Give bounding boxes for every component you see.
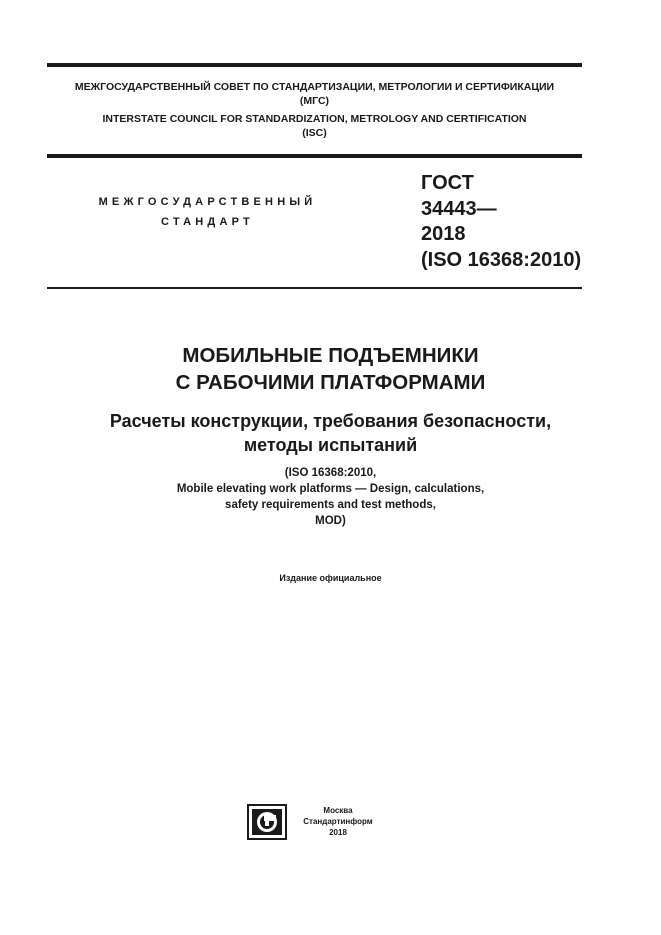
council-ru-line2: (МГС) [299, 94, 330, 107]
council-en [47, 113, 582, 140]
council-ru [47, 81, 582, 108]
gost-designation [421, 171, 581, 273]
top-rule [47, 63, 582, 67]
iso-reference [47, 465, 614, 529]
standard-label-line1: МЕЖГОСУДАРСТВЕННЫЙ [98, 196, 317, 208]
gost-prefix: ГОСТ [421, 172, 474, 194]
subtitle-line1: Расчеты конструкции, требования безопасности, [109, 411, 552, 431]
document-title [47, 342, 614, 396]
publisher-info [296, 805, 380, 838]
middle-rule [47, 154, 582, 158]
council-en-line1: INTERSTATE COUNCIL FOR STANDARDIZATION, METROLOGY AND CERTIFICATION [102, 113, 527, 125]
publisher-year: 2018 [329, 828, 347, 837]
gost-number: 34443— [421, 197, 497, 220]
iso-ref-line2: Mobile elevating work platforms — Design, calculations, [176, 483, 485, 495]
council-ru-line1: МЕЖГОСУДАРСТВЕННЫЙ СОВЕТ ПО СТАНДАРТИЗАЦИИ, МЕТРОЛОГИИ И СЕРТИФИКАЦИИ [74, 81, 555, 93]
gost-iso-ref: (ISO 16368:2010) [421, 248, 582, 271]
iso-ref-line3: safety requirements and test methods, [225, 499, 436, 511]
title-line1: МОБИЛЬНЫЕ ПОДЪЕМНИКИ [182, 344, 479, 367]
edition-label: Издание официальное [279, 573, 382, 583]
document-subtitle [47, 409, 614, 457]
subtitle-line2: методы испытаний [243, 435, 418, 455]
bottom-rule [47, 287, 582, 289]
iso-ref-line4: MOD) [315, 515, 346, 527]
title-line2: С РАБОЧИМИ ПЛАТФОРМАМИ [175, 371, 486, 394]
council-en-line2: (ISC) [302, 126, 327, 139]
publisher-city: Москва [323, 806, 353, 815]
gost-year: 2018 [421, 223, 466, 245]
standartinform-logo-icon [247, 804, 287, 840]
publisher-name: Стандартинформ [303, 817, 373, 826]
iso-ref-line1: (ISO 16368:2010, [284, 467, 377, 479]
standard-label-line2: СТАНДАРТ [161, 216, 254, 228]
